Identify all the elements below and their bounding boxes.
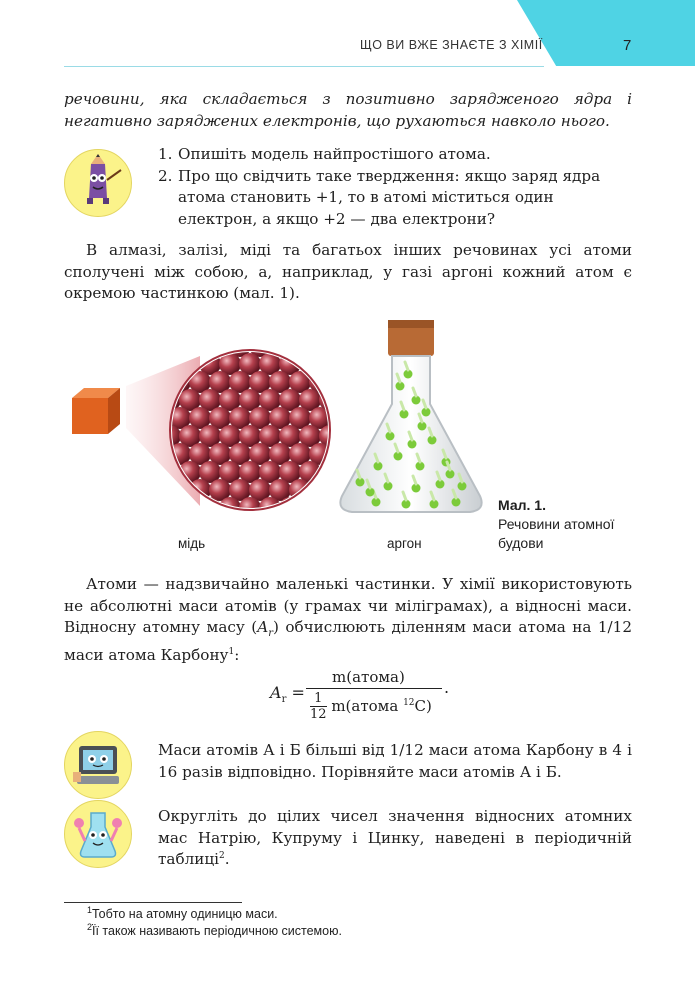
copper-atom (329, 407, 351, 429)
copper-atom (329, 335, 351, 357)
figure-caption-title: Мал. 1. (498, 497, 546, 513)
running-head: ЩО ВИ ВЖЕ ЗНАЄТЕ З ХІМІЇ (360, 38, 543, 52)
copper-atom (339, 425, 361, 447)
copper-atom (329, 371, 351, 393)
footnote-text: Тобто на атомну одиницю маси. (92, 907, 278, 921)
copper-atom (159, 497, 181, 519)
copper-cube-icon (72, 388, 120, 434)
formula-den-text: m(атома (331, 697, 404, 715)
formula-numerator: m(атома) (332, 668, 405, 686)
formula-one: 1 (314, 691, 323, 706)
footnote-ref-1: 1 (228, 646, 235, 657)
copper-atom (339, 353, 361, 375)
footnote-rule (64, 902, 242, 903)
formula-twelve: 12 (310, 707, 327, 722)
formula-symbol: A (270, 683, 282, 702)
intro-text: речовини, яка складається з позитивно зарядженого ядра і негативно заряджених електронів, що рухаються навколо нього. (64, 90, 632, 130)
copper-atom (319, 497, 341, 519)
label-copper: мідь (178, 536, 206, 551)
copper-atom (289, 335, 311, 357)
task-1: Маси атомів А і Б більші від 1/12 маси атома Карбону в 4 і 16 разів відповідно. Порівняйте маси атомів А і Б. (158, 741, 632, 781)
question-text: Опишіть модель найпростішого атома. (178, 145, 491, 163)
task-2-text: Округліть до цілих чисел значення відносних атомних мас Натрію, Купруму і Цинку, наведені в періодичній таблиці (158, 807, 632, 868)
formula-equals: = (291, 683, 305, 702)
formula-fraction-bar (306, 688, 442, 689)
paragraph-2-text: Атоми — надзвичайно маленькі частинки. У хімії використовують не абсолютні маси атомів (у грамах чи міліграмах), а відносні маси. Відносну атомну масу ( (64, 575, 632, 636)
paragraph-2-text-after: ) обчислюють діленням маси атома на 1/12 маси атома Карбону (64, 618, 633, 664)
paragraph-1: В алмазі, залізі, міді та багатьох інших речовинах усі атоми сполучені між собою, а, наприклад, у газі аргоні кожний атом є окремою частинкою (мал. 1). (64, 241, 632, 302)
copper-atom (339, 389, 361, 411)
question-item (158, 166, 632, 231)
footnote-mark: 1 (87, 904, 93, 915)
task-2 (158, 806, 632, 871)
formula-lhs (270, 683, 305, 705)
copper-atom (169, 335, 191, 357)
label-argon: аргон (387, 536, 422, 551)
copper-atom (299, 497, 321, 519)
formula-denominator (310, 692, 432, 722)
copper-atom (309, 335, 331, 357)
header-rule (64, 66, 544, 67)
pencil-character-icon (64, 149, 132, 217)
footnote-text: Її також називають періодичною системою. (92, 924, 342, 938)
question-item (158, 144, 632, 166)
lab-character-icon (64, 800, 132, 868)
question-list (158, 144, 632, 230)
copper-atom (329, 443, 351, 465)
copper-atom (309, 479, 331, 501)
paragraph-2 (64, 574, 632, 666)
relative-mass-symbol: A (257, 618, 269, 636)
footnote-mark: 2 (87, 921, 93, 932)
copper-atom (319, 353, 341, 375)
formula-period: . (444, 678, 450, 697)
relative-mass-subscript: r (268, 628, 273, 640)
paragraph-2-end: : (234, 645, 240, 664)
formula-den-element: C) (414, 697, 432, 715)
copper-atom (149, 335, 171, 357)
question-text: Про що свідчить таке твердження: якщо заряд ядра атома становить +1, то в атомі міститься один електрон, а якщо +2 — два електрони? (178, 166, 601, 228)
footnote-ref-2: 2 (219, 850, 225, 861)
argon-flask-icon (340, 320, 481, 512)
question-number: 2. (158, 166, 173, 185)
formula-subscript: r (281, 694, 287, 706)
header-accent-tab (517, 0, 695, 66)
formula-isotope: 12 (403, 698, 415, 708)
task-2-end: . (224, 850, 230, 868)
page-number: 7 (623, 37, 632, 54)
relative-atomic-mass-formula (270, 668, 470, 728)
copper-atom (189, 335, 211, 357)
question-number: 1. (158, 145, 173, 163)
figure-caption-text: Речовини атомної будови (498, 516, 615, 551)
computer-character-icon (64, 731, 132, 799)
footnote-1 (87, 904, 278, 921)
copper-atom-lattice (149, 335, 361, 519)
copper-atom (149, 479, 171, 501)
footnote-2 (87, 921, 342, 938)
